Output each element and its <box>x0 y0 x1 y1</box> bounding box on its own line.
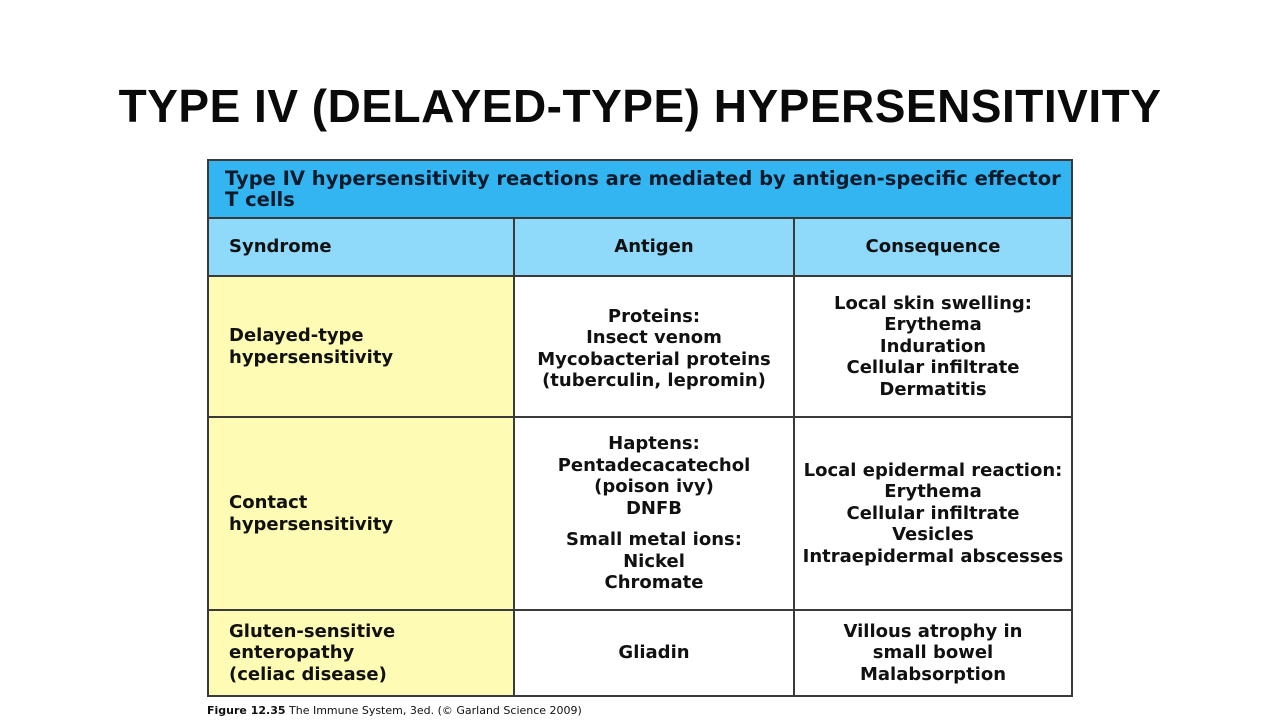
syndrome-line: (celiac disease) <box>229 663 387 685</box>
syndrome-line: Gluten-sensitive enteropathy <box>229 620 396 664</box>
antigen-line: (tuberculin, lepromin) <box>542 370 766 391</box>
consequence-line: Local epidermal reaction: <box>803 459 1063 481</box>
antigen-line: (poison ivy) <box>594 476 714 498</box>
antigen-line: Chromate <box>604 572 704 594</box>
consequence-line: Dermatitis <box>879 378 987 400</box>
syndrome-line: Contact <box>229 492 308 513</box>
consequence-line: Local skin swelling: <box>834 292 1032 314</box>
antigen-line: Nickel <box>623 550 685 572</box>
figure-source: The Immune System, 3ed. (© Garland Science 2009) <box>289 704 582 717</box>
consequence-line: Induration <box>879 335 987 357</box>
consequence-line: Vesicles <box>892 524 974 546</box>
antigen-line: Pentadecacatechol <box>557 454 751 476</box>
hypersensitivity-table <box>207 159 1073 697</box>
antigen-line: Small metal ions: <box>566 529 742 551</box>
figure-number: Figure 12.35 <box>207 704 286 717</box>
antigen-line: Mycobacterial proteins <box>537 348 771 370</box>
consequence-line: Cellular infiltrate <box>846 357 1020 379</box>
consequence-line: Erythema <box>884 314 982 336</box>
antigen-contact <box>515 418 795 611</box>
antigen-delayed-type <box>515 277 795 418</box>
syndrome-gluten-sensitive <box>209 611 515 695</box>
header-syndrome: Syndrome <box>209 219 515 277</box>
syndrome-line: hypersensitivity <box>229 513 394 535</box>
antigen-line: Insect venom <box>586 327 722 348</box>
syndrome-line: Delayed-type <box>229 325 364 346</box>
consequence-line: small bowel <box>872 642 994 664</box>
consequence-delayed-type <box>795 277 1071 418</box>
consequence-line: Intraepidermal abscesses <box>802 545 1064 567</box>
figure-caption <box>207 704 582 717</box>
consequence-line: Villous atrophy in <box>843 620 1023 642</box>
consequence-line: Erythema <box>884 481 982 503</box>
antigen-line: Haptens: <box>608 433 700 455</box>
consequence-gluten-sensitive <box>795 611 1071 695</box>
antigen-gluten-sensitive <box>515 611 795 695</box>
antigen-line: DNFB <box>625 497 683 519</box>
consequence-line: Cellular infiltrate <box>846 502 1020 524</box>
table-banner: Type IV hypersensitivity reactions are mediated by antigen-specific effector T cells <box>209 161 1071 219</box>
consequence-line: Malabsorption <box>859 663 1007 685</box>
syndrome-delayed-type <box>209 277 515 418</box>
slide-title: TYPE IV (DELAYED-TYPE) HYPERSENSITIVITY <box>118 80 1162 132</box>
header-consequence: Consequence <box>795 219 1071 277</box>
header-antigen: Antigen <box>515 219 795 277</box>
antigen-line: Gliadin <box>618 642 690 664</box>
syndrome-contact <box>209 418 515 611</box>
syndrome-line: hypersensitivity <box>229 346 394 368</box>
consequence-contact <box>795 418 1071 611</box>
antigen-line: Proteins: <box>607 305 701 327</box>
